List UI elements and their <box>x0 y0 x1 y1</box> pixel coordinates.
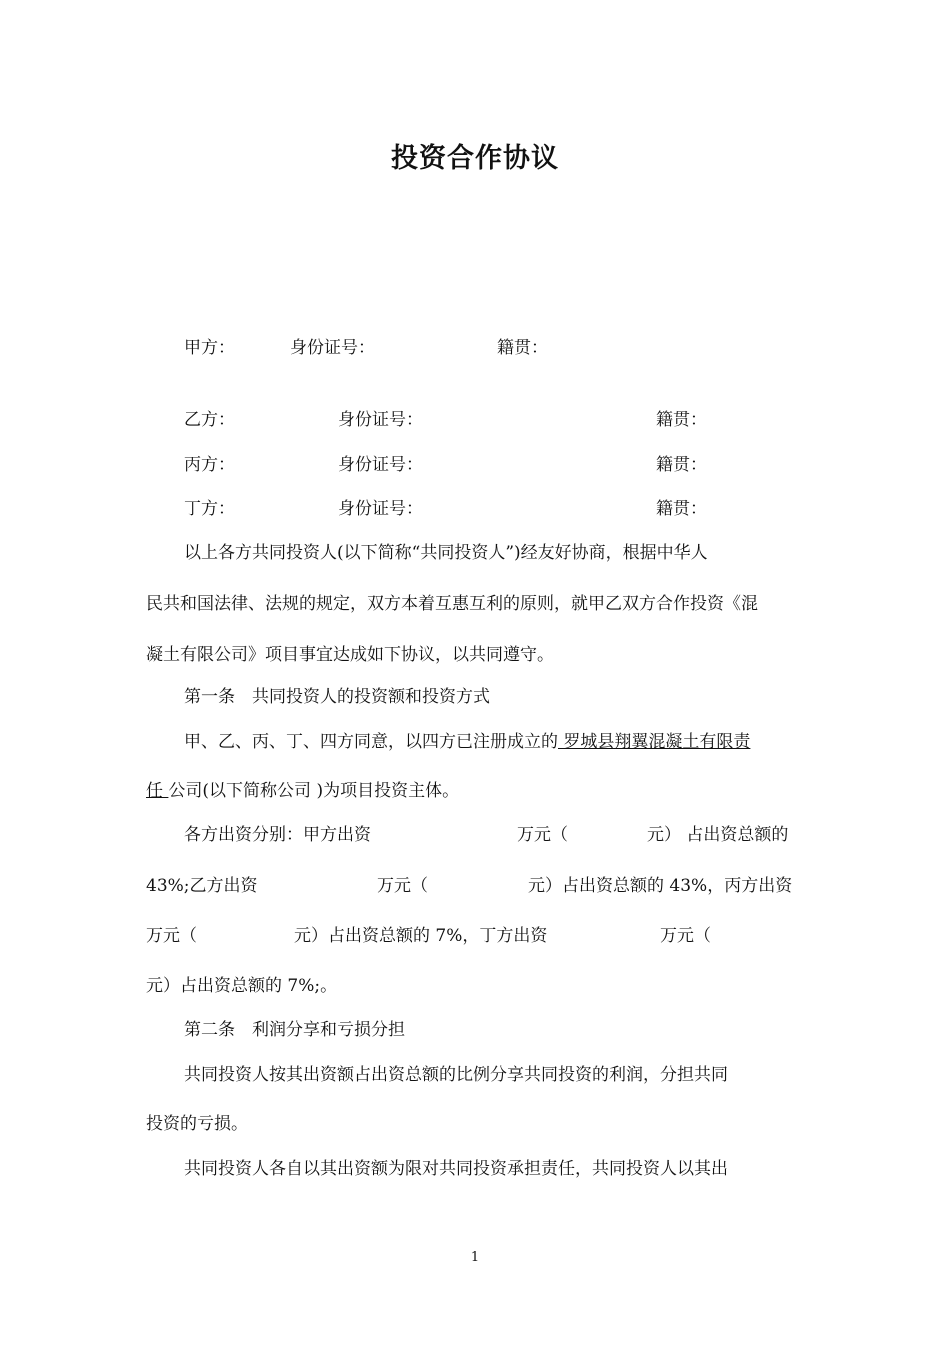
contribution-line-2-a: 43%;乙方出资 <box>146 876 258 896</box>
party-c-label: 丙方： <box>184 455 235 475</box>
contribution-line-1-a: 各方出资分别：甲方出资 <box>184 825 371 845</box>
party-c-origin-label: 籍贯： <box>656 455 707 475</box>
article-2-paragraph-2-line-1: 共同投资人各自以其出资额为限对共同投资承担责任，共同投资人以其出 <box>184 1159 728 1179</box>
contribution-line-3-b: 元）占出资总额的 7%，丁方出资 <box>294 926 548 946</box>
party-a-id-label: 身份证号： <box>290 338 375 358</box>
party-b-id-label: 身份证号： <box>338 410 423 430</box>
contribution-line-3-a: 万元（ <box>146 926 197 946</box>
article-2-heading: 第二条 利润分享和亏损分担 <box>184 1020 405 1040</box>
party-d-label: 丁方： <box>184 499 235 519</box>
page-number: 1 <box>470 1250 480 1265</box>
contribution-line-2-b: 万元（ <box>377 876 428 896</box>
company-name-part-1: 罗城县翔翼混凝土有限责 <box>558 732 751 752</box>
party-a-origin-label: 籍贯： <box>497 338 548 358</box>
contribution-line-1-c: 元） 占出资总额的 <box>647 825 789 845</box>
contribution-line-2-c: 元）占出资总额的 43%，丙方出资 <box>528 876 793 896</box>
article-1-heading: 第一条 共同投资人的投资额和投资方式 <box>184 687 490 707</box>
party-d-id-label: 身份证号： <box>338 499 423 519</box>
party-b-origin-label: 籍贯： <box>656 410 707 430</box>
preamble-line-3: 凝土有限公司》项目事宜达成如下协议，以共同遵守。 <box>146 645 554 665</box>
article-1-paragraph-1-line-1 <box>184 730 750 754</box>
contribution-line-4: 元）占出资总额的 7%;。 <box>146 976 338 996</box>
party-c-id-label: 身份证号： <box>338 455 423 475</box>
contribution-line-1-b: 万元（ <box>517 825 568 845</box>
contribution-line-3-c: 万元（ <box>660 926 711 946</box>
party-b-label: 乙方： <box>184 410 235 430</box>
article-2-paragraph-1-line-1: 共同投资人按其出资额占出资总额的比例分享共同投资的利润，分担共同 <box>184 1065 728 1085</box>
party-d-origin-label: 籍贯： <box>656 499 707 519</box>
article-1-p1-suffix: 公司(以下简称公司 )为项目投资主体。 <box>168 781 460 801</box>
party-a-label: 甲方： <box>184 338 235 358</box>
article-1-p1-prefix: 甲、乙、丙、丁、四方同意，以四方已注册成立的 <box>184 732 558 752</box>
document-title: 投资合作协议 <box>391 143 559 174</box>
preamble-line-1: 以上各方共同投资人(以下简称“共同投资人”)经友好协商，根据中华人 <box>184 543 708 563</box>
article-2-paragraph-1-line-2: 投资的亏损。 <box>146 1114 248 1134</box>
preamble-line-2: 民共和国法律、法规的规定，双方本着互惠互利的原则，就甲乙双方合作投资《混 <box>146 594 758 614</box>
article-1-paragraph-1-line-2 <box>146 779 459 803</box>
company-name-part-2: 任 <box>146 781 169 801</box>
